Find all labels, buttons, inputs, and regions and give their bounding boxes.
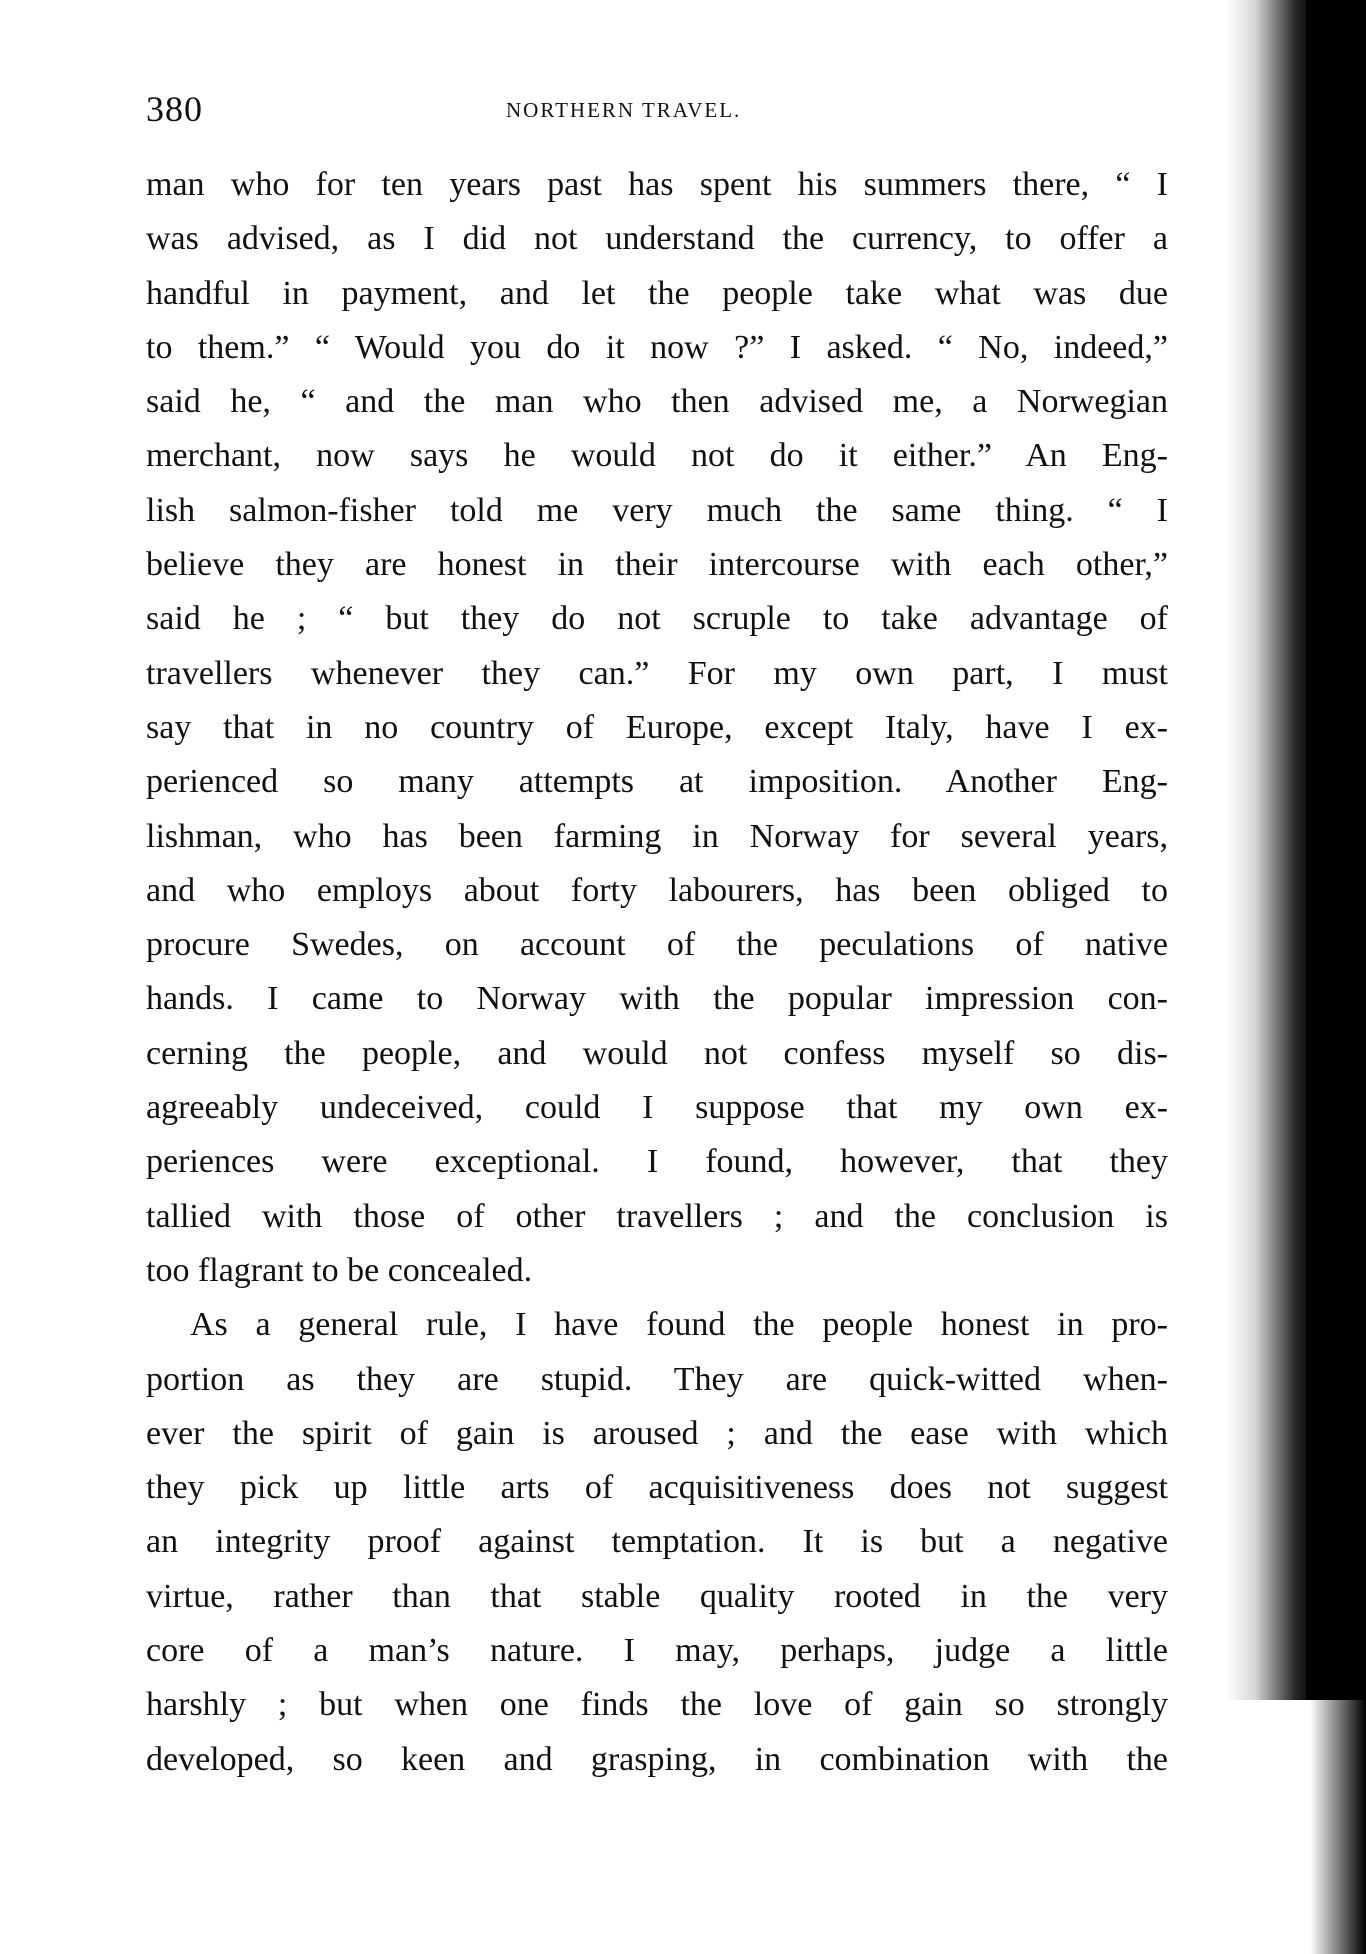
- text-line: and who employs about forty labourers, has been obliged to: [146, 871, 1168, 909]
- page-body: [146, 158, 1168, 1787]
- text-line: said he ; “ but they do not scruple to take advantage of: [146, 600, 1168, 638]
- text-line: lish salmon-fisher told me very much the same thing. “ I: [146, 491, 1168, 529]
- text-line: tallied with those of other travellers ; and the conclusion is: [146, 1197, 1168, 1235]
- text-line: was advised, as I did not understand the currency, to offer a: [146, 220, 1168, 258]
- text-line: believe they are honest in their intercourse with each other,”: [146, 546, 1168, 584]
- text-line: perienced so many attempts at imposition. Another Eng-: [146, 763, 1168, 801]
- text-line: developed, so keen and grasping, in combination with the: [146, 1740, 1168, 1778]
- text-line: core of a man’s nature. I may, perhaps, judge a little: [146, 1632, 1168, 1670]
- page-header: [146, 88, 1168, 128]
- text-line: hands. I came to Norway with the popular impression con-: [146, 980, 1168, 1018]
- text-line: portion as they are stupid. They are quick-witted when-: [146, 1360, 1168, 1398]
- text-line: harshly ; but when one finds the love of gain so strongly: [146, 1686, 1168, 1724]
- text-line: say that in no country of Europe, except Italy, have I ex-: [146, 708, 1168, 746]
- text-line: merchant, now says he would not do it either.” An Eng-: [146, 437, 1168, 475]
- text-line: periences were exceptional. I found, however, that they: [146, 1143, 1168, 1181]
- text-line: too flagrant to be concealed.: [146, 1251, 533, 1289]
- text-line: handful in payment, and let the people take what was due: [146, 274, 1168, 312]
- text-line: ever the spirit of gain is aroused ; and the ease with which: [146, 1414, 1168, 1452]
- text-line: an integrity proof against temptation. It is but a negative: [146, 1523, 1168, 1561]
- text-line: lishman, who has been farming in Norway for several years,: [146, 817, 1168, 855]
- running-title: NORTHERN TRAVEL.: [506, 98, 742, 122]
- text-line: procure Swedes, on account of the peculations of native: [146, 926, 1168, 964]
- scan-edge-lower: [1226, 1700, 1366, 1954]
- text-line: man who for ten years past has spent his summers there, “ I: [146, 166, 1168, 203]
- text-line: said he, “ and the man who then advised me, a Norwegian: [146, 383, 1168, 421]
- text-line: to them.” “ Would you do it now ?” I asked. “ No, indeed,”: [146, 328, 1168, 366]
- text-line: As a general rule, I have found the people honest in pro-: [190, 1306, 1168, 1344]
- text-line: cerning the people, and would not confess myself so dis-: [146, 1034, 1168, 1072]
- text-line: they pick up little arts of acquisitiveness does not suggest: [146, 1469, 1168, 1507]
- text-line: agreeably undeceived, could I suppose that my own ex-: [146, 1089, 1168, 1127]
- scan-edge-black: [1306, 0, 1366, 1954]
- text-line: virtue, rather than that stable quality rooted in the very: [146, 1577, 1168, 1615]
- text-line: travellers whenever they can.” For my own part, I must: [146, 654, 1168, 692]
- page-number: 380: [146, 89, 203, 129]
